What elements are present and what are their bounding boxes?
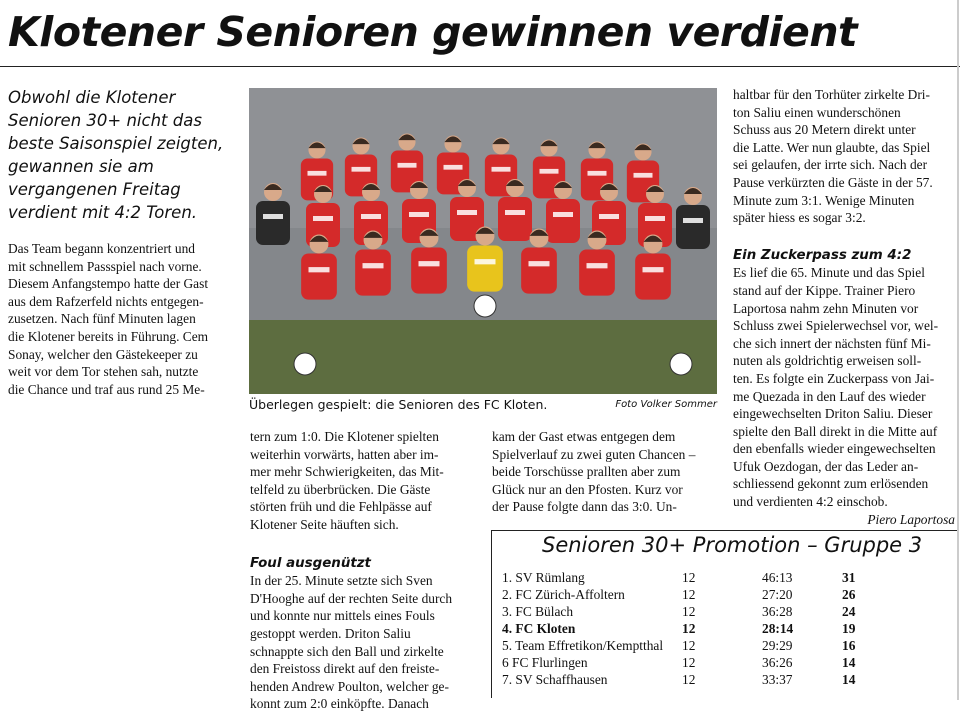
games-cell: 12 — [682, 638, 696, 653]
text-line: gestoppt werden. Driton Saliu — [250, 625, 411, 641]
text-line: Sonay, welcher den Gästekeeper zu — [8, 346, 198, 362]
lead-line: gewannen sie am — [8, 157, 154, 176]
team-photo — [249, 88, 717, 394]
lead-line: vergangenen Freitag — [8, 180, 181, 199]
team-cell: 2. FC Zürich-Affoltern — [502, 587, 625, 602]
text-line: me Quezada in den Lauf des wieder — [733, 388, 926, 404]
article-column-3 — [492, 428, 718, 516]
photo-credit: Foto Volker Sommer — [615, 399, 717, 410]
text-line: und verdienten 4:2 einschob. — [733, 494, 888, 510]
team-cell: 4. FC Kloten — [502, 621, 576, 636]
text-line: sei gelaufen, der irrte sich. Nach der — [733, 157, 928, 173]
lead-line: beste Saisonspiel zeigten, — [8, 134, 224, 153]
points-cell: 16 — [842, 638, 856, 653]
table-row — [502, 603, 882, 620]
article-column-1 — [8, 240, 234, 398]
subheading: Ein Zuckerpass zum 4:2 — [733, 247, 912, 263]
points-cell: 26 — [842, 587, 856, 602]
text-line: Glück nur an den Pfosten. Kurz vor — [492, 481, 683, 497]
standings-table — [502, 569, 882, 688]
headline: Klotener Senioren gewinnen verdient — [8, 8, 858, 56]
page-edge-rule — [957, 0, 959, 700]
team-cell: 6 FC Flurlingen — [502, 655, 588, 670]
text-line: Das Team begann konzentriert und — [8, 241, 195, 256]
table-row — [502, 569, 882, 586]
subheading: Foul ausgenützt — [250, 555, 371, 571]
football — [294, 353, 316, 375]
football — [474, 295, 496, 317]
points-cell: 14 — [842, 655, 856, 670]
text-line: henden Andrew Poulton, welcher ge- — [250, 678, 449, 694]
games-cell: 12 — [682, 587, 696, 602]
text-line: Klotener Seite häuften sich. — [250, 516, 399, 532]
text-line: schliessend gekonnt zum erlösenden — [733, 476, 929, 492]
text-line: stand auf der Kippe. Trainer Piero — [733, 282, 916, 298]
table-row — [502, 637, 882, 654]
text-line: kam der Gast etwas entgegen dem — [492, 429, 676, 444]
games-cell: 12 — [682, 655, 696, 670]
text-line: schnappte sich den Ball und zirkelte — [250, 643, 444, 659]
points-cell: 24 — [842, 604, 856, 619]
text-line: beide Torschüsse prallten aber zum — [492, 464, 681, 480]
text-line: ten. Es folgte ein Zuckerpass von Jai- — [733, 370, 935, 386]
text-line: weiterhin vorwärts, hatten aber im- — [250, 446, 439, 462]
header-rule — [0, 66, 960, 67]
caption-text: Überlegen gespielt: die Senioren des FC Kloten. — [249, 397, 548, 412]
football — [670, 353, 692, 375]
text-line: Minute zum 3:1. Wenige Minuten — [733, 192, 915, 208]
text-line: später hiess es sogar 3:2. — [733, 210, 866, 226]
text-line: mer mehr Schwierigkeiten, das Mit- — [250, 464, 444, 480]
text-line: Schluss zwei Spielerwechsel vor, wel- — [733, 318, 939, 334]
lead-paragraph — [8, 86, 240, 224]
article-column-4 — [733, 86, 955, 528]
photo-caption — [249, 396, 717, 416]
text-line: die Klotener bereits in Führung. Cem — [8, 328, 209, 344]
text-line: tern zum 1:0. Die Klotener spielten — [250, 429, 439, 444]
text-line: Ufuk Oezdogan, der das Leder an- — [733, 458, 919, 474]
text-line: telfeld zu überbrücken. Die Gäste — [250, 481, 431, 497]
points-cell: 31 — [842, 570, 856, 585]
league-table — [491, 530, 957, 698]
text-line: den Freistoss direkt auf den freiste- — [250, 661, 440, 677]
author-byline: Piero Laportosa — [867, 511, 955, 527]
text-line: Laportosa nahm zehn Minuten vor — [733, 300, 919, 316]
goals-cell: 33:37 — [762, 672, 793, 687]
text-line: der Pause folgte dann das 3:0. Un- — [492, 499, 677, 515]
text-line: zusetzen. Nach fünf Minuten lagen — [8, 311, 196, 327]
goals-cell: 36:26 — [762, 655, 793, 670]
text-line: die Chance und traf aus rund 25 Me- — [8, 381, 205, 397]
table-row — [502, 671, 882, 688]
team-cell: 3. FC Bülach — [502, 604, 574, 619]
points-cell: 14 — [842, 672, 856, 687]
lead-line: Senioren 30+ nicht das — [8, 111, 202, 130]
text-line: konnt zum 2:0 einköpfte. Danach — [250, 696, 429, 712]
team-cell: 7. SV Schaffhausen — [502, 672, 608, 687]
text-line: In der 25. Minute setzte sich Sven — [250, 573, 433, 589]
games-cell: 12 — [682, 604, 696, 619]
text-line: D'Hooghe auf der rechten Seite durch — [250, 590, 453, 606]
text-line: Diesem Anfangstempo hatte der Gast — [8, 276, 209, 292]
text-line: und konnte nur mittels eines Fouls — [250, 608, 435, 624]
goals-cell: 29:29 — [762, 638, 793, 653]
text-line: spielte den Ball direkt in die Mitte auf — [733, 423, 938, 439]
goals-cell: 28:14 — [762, 621, 794, 636]
article-column-2 — [250, 428, 472, 713]
lead-line: verdient mit 4:2 Toren. — [8, 203, 198, 222]
text-line: Spielverlauf zu zwei guten Chancen – — [492, 446, 696, 462]
text-line: störten früh und die Fehlpässe auf — [250, 499, 432, 515]
table-row — [502, 654, 882, 671]
text-line: die Latte. Wer nun glaubte, das Spiel — [733, 139, 931, 155]
text-line: aus dem Rafzerfeld nichts entgegen- — [8, 293, 204, 309]
table-title: Senioren 30+ Promotion – Gruppe 3 — [542, 533, 923, 557]
goals-cell: 27:20 — [762, 587, 793, 602]
text-line: che sich innert der nächsten fünf Mi- — [733, 335, 931, 351]
text-line: ton Saliu einen wunderschönen — [733, 104, 901, 120]
games-cell: 12 — [682, 621, 696, 636]
lead-line: Obwohl die Klotener — [8, 88, 176, 107]
team-photo-illustration — [249, 88, 717, 394]
text-line: Es lief die 65. Minute und das Spiel — [733, 265, 925, 281]
text-line: weit vor dem Tor stehen sah, nutzte — [8, 364, 199, 380]
text-line: Schuss aus 20 Metern direkt unter — [733, 122, 916, 138]
text-line: mit schnellem Passspiel nach vorne. — [8, 258, 202, 274]
points-cell: 19 — [842, 621, 856, 636]
team-cell: 1. SV Rümlang — [502, 570, 585, 585]
text-line: Pause verkürzten die Gäste in der 57. — [733, 174, 933, 190]
goals-cell: 36:28 — [762, 604, 793, 619]
goals-cell: 46:13 — [762, 570, 793, 585]
text-line: eingewechselten Driton Saliu. Dieser — [733, 406, 933, 422]
games-cell: 12 — [682, 672, 696, 687]
team-cell: 5. Team Effretikon/Kemptthal — [502, 638, 664, 653]
table-row — [502, 586, 882, 603]
text-line: nuten als goldrichtig erweisen soll- — [733, 353, 922, 369]
text-line: haltbar für den Torhüter zirkelte Dri- — [733, 87, 930, 102]
table-row — [502, 620, 882, 637]
games-cell: 12 — [682, 570, 696, 585]
text-line: den ebenfalls wieder eingewechselten — [733, 441, 936, 457]
